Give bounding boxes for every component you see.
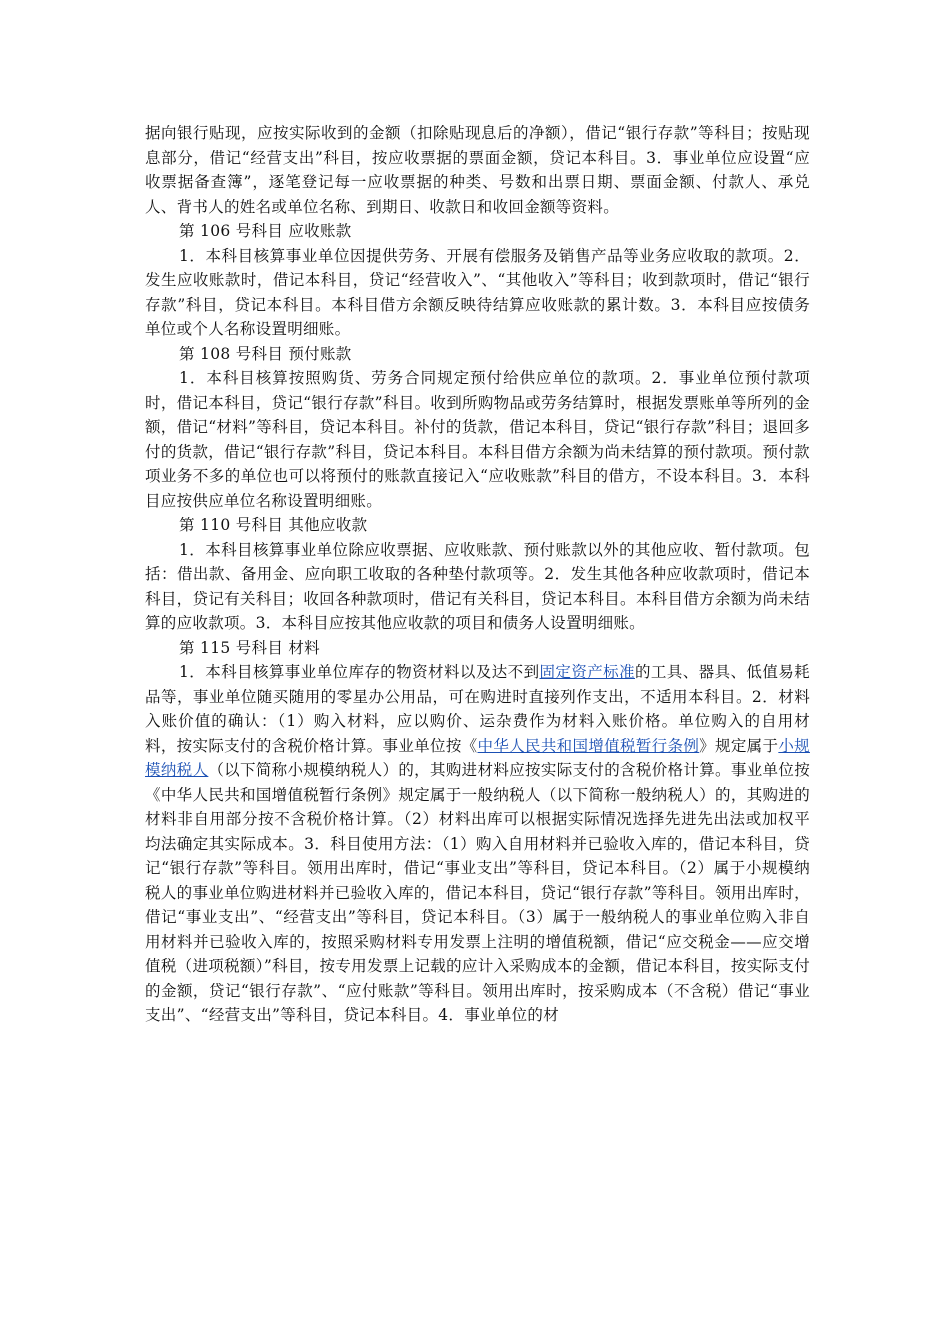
document-page [145,121,810,1028]
heading-account-115: 第 115 号科目 材料 [179,638,320,657]
paragraph-text: （以下简称小规模纳税人）的，其购进材料应按实际支付的含税价格计算。事业单位按《中华人民共和国增值税暂行条例》规定属于一般纳税人（以下简称一般纳税人）的，其购进的材料非自用部分按不含税价格计算。（2）材料出库可以根据实际情况选择先进先出法或加权平均法确定其实际成本。3．科目使用方法：（1）购入自用材料并已验收入库的，借记本科目，贷记“银行存款”等科目。领用出库时，借记“事业支出”等科目，贷记本科目。（2）属于小规模纳税人的事业单位购进材料并已验收入库的，借记本科目，贷记“银行存款”等科目。领用出库时，借记“事业支出”、“经营支出”等科目，贷记本科目。（3）属于一般纳税人的事业单位购入非自用材料并已验收入库的，按照采购材料专用发票上注明的增值税额，借记“应交税金——应交增值税（进项税额）”科目，按专用发票上记载的应计入采购成本的金额，借记本科目，按实际支付的金额，贷记“银行存款”、“应付账款”等科目。领用出库时，按采购成本（不含税）借记“事业支出”、“经营支出”等科目，贷记本科目。4．事业单位的材 [145,761,811,1024]
paragraph-continued: 据向银行贴现，应按实际收到的金额（扣除贴现息后的净额），借记“银行存款”等科目；按贴现息部分，借记“经营支出”科目，按应收票据的票面金额，贷记本科目。3．事业单位应设置“应收票据备查簿”，逐笔登记每一应收票据的种类、号数和出票日期、票面金额、付款人、承兑人、背书人的姓名或单位名称、到期日、收款日和收回金额等资料。 [145,124,810,216]
paragraph-account-115 [145,660,810,1028]
paragraph-account-110: 1．本科目核算事业单位除应收票据、应收账款、预付账款以外的其他应收、暂付款项。包括：借出款、备用金、应向职工收取的各种垫付款项等。2．发生其他各种应收款项时，借记本科目，贷记有关科目；收回各种款项时，借记有关科目，贷记本科目。本科目借方余额为尚未结算的应收款项。3．本科目应按其他应收款的项目和债务人设置明细账。 [145,540,810,632]
link-vat-regulations[interactable]: 中华人民共和国增值税暂行条例 [477,736,700,755]
link-fixed-asset-standard[interactable]: 固定资产标准 [539,663,635,681]
paragraph-text: 1．本科目核算事业单位库存的物资材料以及达不到 [179,663,540,681]
paragraph-text: 的工具、器具、低值易耗品等，事业单位随买随用的零星办公用品，可在购进时直接列作支出，不适用本科目。2．材料入账价值的确认：（1）购入材料，应以购价、运杂费作为材料入账价格。单位购入的自用材料，按实际支付的含税价格计算。事业单位按《 [145,663,810,755]
heading-account-106: 第 106 号科目 应收账款 [179,222,352,240]
heading-account-110: 第 110 号科目 其他应收款 [179,516,368,534]
paragraph-account-106: 1．本科目核算事业单位因提供劳务、开展有偿服务及销售产品等业务应收取的款项。2．发生应收账款时，借记本科目，贷记“经营收入”、“其他收入”等科目；收到款项时，借记“银行存款”科目，贷记本科目。本科目借方余额反映待结算应收账款的累计数。3．本科目应按债务单位或个人名称设置明细账。 [145,246,810,338]
paragraph-account-108: 1．本科目核算按照购货、劳务合同规定预付给供应单位的款项。2．事业单位预付款项时，借记本科目，贷记“银行存款”科目。收到所购物品或劳务结算时，根据发票账单等所列的金额，借记“材料”等科目，贷记本科目。补付的货款，借记本科目，贷记“银行存款”科目；退回多付的货款，借记“银行存款”科目，贷记本科目。本科目借方余额为尚未结算的预付款项。预付款项业务不多的单位也可以将预付的账款直接记入“应收账款”科目的借方，不设本科目。3．本科目应按供应单位名称设置明细账。 [145,369,810,510]
heading-account-108: 第 108 号科目 预付账款 [179,344,352,363]
link-small-scale-taxpayer[interactable]: 小规模纳税人 [145,736,810,779]
paragraph-text: 》规定属于 [699,736,779,755]
